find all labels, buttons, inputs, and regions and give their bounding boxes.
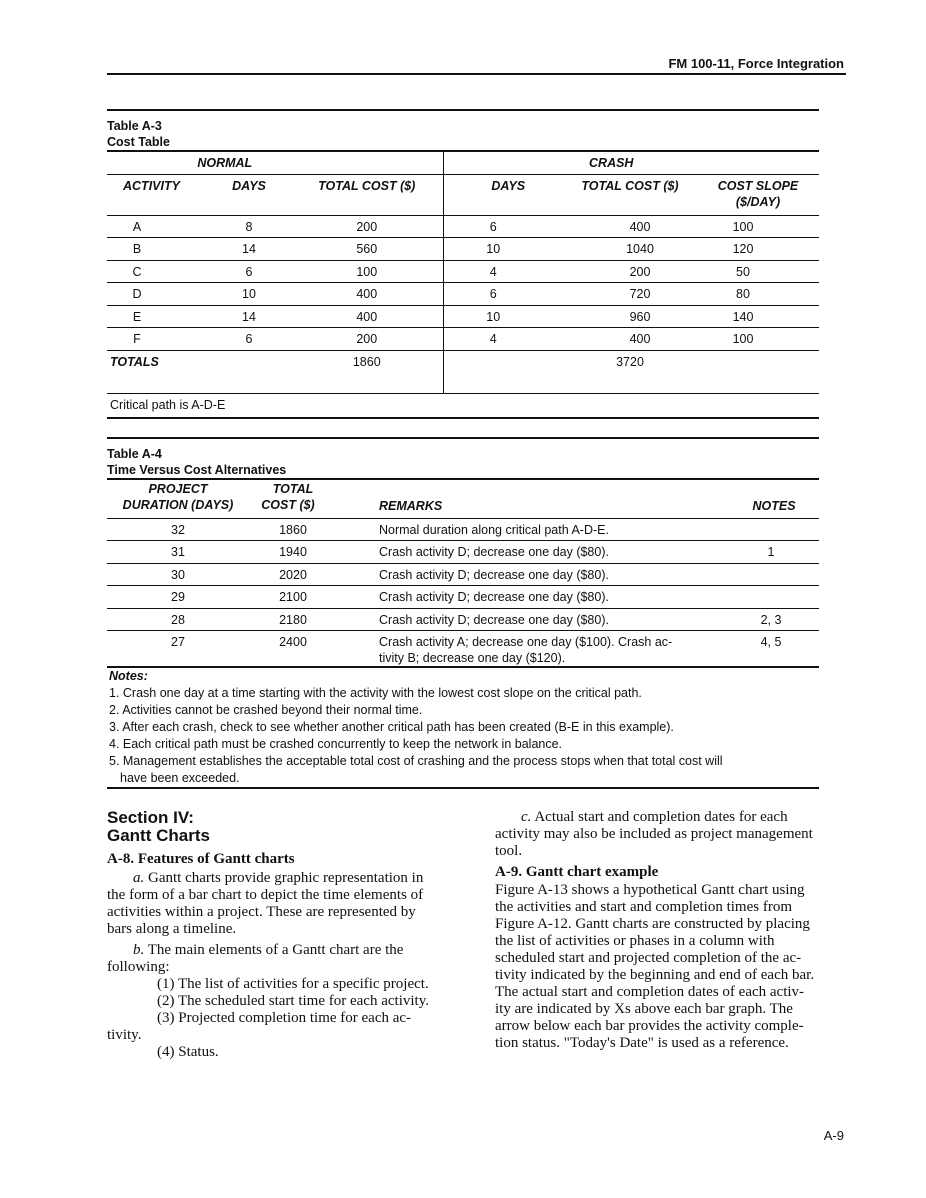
cell-normal-cost: 400 <box>291 305 443 328</box>
a8-item-3: (3) Projected completion time for each ac- <box>157 1010 412 1026</box>
cell-normal-days: 10 <box>207 283 291 306</box>
table-row <box>107 631 819 667</box>
a8-item-1: (1) The list of activities for a specific project. <box>157 976 429 992</box>
notes-title: Notes: <box>109 669 148 683</box>
cell-crash-days: 4 <box>443 328 563 351</box>
cell-notes <box>729 563 819 586</box>
cell-notes <box>729 586 819 609</box>
cell-duration: 31 <box>107 541 249 564</box>
cell-cost: 1860 <box>249 518 377 541</box>
cell-normal-days: 14 <box>207 305 291 328</box>
table-row <box>107 518 819 541</box>
table-a3-totals-row <box>107 350 819 393</box>
cell-cost-slope: 50 <box>697 260 819 283</box>
cell-crash-cost: 1040 <box>563 238 697 261</box>
table-a4-notes <box>107 668 819 787</box>
col-crash-cost: TOTAL COST ($) <box>563 174 697 215</box>
table-row <box>107 215 819 238</box>
cell-normal-cost: 400 <box>291 283 443 306</box>
note-2: 2. Activities cannot be crashed beyond their normal time. <box>109 703 423 717</box>
cell-normal-cost: 200 <box>291 215 443 238</box>
cell-activity: B <box>107 238 207 261</box>
cell-normal-days: 14 <box>207 238 291 261</box>
cell-remarks: Crash activity D; decrease one day ($80). <box>377 586 729 609</box>
table-a4 <box>107 437 819 789</box>
right-column <box>495 809 845 1052</box>
cell-crash-days: 6 <box>443 215 563 238</box>
header-rule <box>107 73 846 75</box>
table-a4-grid <box>107 480 819 666</box>
col-notes: NOTES <box>752 499 796 513</box>
cell-duration: 27 <box>107 631 249 667</box>
cell-activity: E <box>107 305 207 328</box>
cell-crash-cost: 400 <box>563 215 697 238</box>
cell-cost: 1940 <box>249 541 377 564</box>
table-row <box>107 260 819 283</box>
col-normal-days: DAYS <box>207 174 291 215</box>
cell-notes: 1 <box>729 541 819 564</box>
col-remarks: REMARKS <box>379 499 443 513</box>
table-row <box>107 608 819 631</box>
cell-normal-cost: 200 <box>291 328 443 351</box>
cell-duration: 32 <box>107 518 249 541</box>
cell-cost: 2100 <box>249 586 377 609</box>
cell-cost-slope: 120 <box>697 238 819 261</box>
cell-duration: 28 <box>107 608 249 631</box>
cell-activity: F <box>107 328 207 351</box>
cell-duration: 30 <box>107 563 249 586</box>
a8-item-4: (4) Status. <box>157 1044 219 1060</box>
table-a3-column-header-row <box>107 174 819 215</box>
cell-crash-cost: 200 <box>563 260 697 283</box>
cell-crash-cost: 400 <box>563 328 697 351</box>
table-row <box>107 238 819 261</box>
note-5-continued: have been exceeded. <box>120 771 240 785</box>
note-5: 5. Management establishes the acceptable total cost of crashing and the process stops when that total cost will <box>109 754 723 768</box>
table-a3-label: Table A-3 <box>107 119 162 133</box>
cell-cost-slope: 100 <box>697 215 819 238</box>
col-project-duration: PROJECT DURATION (DAYS) <box>122 482 234 512</box>
a8-heading: A-8. Features of Gantt charts <box>107 851 295 867</box>
table-row <box>107 328 819 351</box>
a8-paragraph-a: a. Gantt charts provide graphic representation in the form of a bar chart to depict the time elements of activities within a project. These are represented by bars along a timeline. <box>107 870 424 937</box>
cell-activity: D <box>107 283 207 306</box>
totals-crash-cost: 3720 <box>563 350 697 393</box>
cell-cost: 2400 <box>249 631 377 667</box>
a8-paragraph-c: c. Actual start and completion dates for each activity may also be included as project management tool. <box>495 809 813 859</box>
table-row <box>107 563 819 586</box>
section-title-1: Section IV: <box>107 808 194 827</box>
a9-heading: A-9. Gantt chart example <box>495 864 659 880</box>
cell-cost-slope: 80 <box>697 283 819 306</box>
note-3: 3. After each crash, check to see whether another critical path has been created (B-E in this example). <box>109 720 674 734</box>
cell-remarks: Crash activity D; decrease one day ($80). <box>377 563 729 586</box>
running-header: FM 100-11, Force Integration <box>668 56 844 71</box>
cell-cost: 2020 <box>249 563 377 586</box>
table-row <box>107 586 819 609</box>
cell-normal-days: 8 <box>207 215 291 238</box>
totals-normal-cost: 1860 <box>291 350 443 393</box>
note-4: 4. Each critical path must be crashed concurrently to keep the network in balance. <box>109 737 563 751</box>
table-a3-footnote: Critical path is A-D-E <box>110 398 226 412</box>
cell-crash-days: 10 <box>443 305 563 328</box>
cell-crash-cost: 720 <box>563 283 697 306</box>
a8-paragraph-b: b. The main elements of a Gantt chart are the following: <box>107 942 404 975</box>
normal-group-header: NORMAL <box>197 156 253 170</box>
cell-notes <box>729 518 819 541</box>
cell-activity: C <box>107 260 207 283</box>
table-a3-grid <box>107 152 819 393</box>
cell-notes: 2, 3 <box>729 608 819 631</box>
table-a4-column-header-row <box>107 480 819 518</box>
cell-crash-days: 6 <box>443 283 563 306</box>
section-title-2: Gantt Charts <box>107 826 210 845</box>
a8-list <box>107 976 459 1061</box>
table-a3-name: Cost Table <box>107 135 170 149</box>
crash-group-header: CRASH <box>443 152 819 174</box>
table-a3-group-row <box>107 152 819 174</box>
left-column <box>107 809 459 1061</box>
cell-crash-cost: 960 <box>563 305 697 328</box>
table-a4-name: Time Versus Cost Alternatives <box>107 463 287 477</box>
cell-activity: A <box>107 215 207 238</box>
a9-paragraph: Figure A-13 shows a hypothetical Gantt chart using the activities and start and completion times from Figure A-12. Gantt charts are constructed by placing the list of activities or phases in a column with scheduled start and projected completion of the ac- tivity indicated by the beginning and end of each bar. The actual start and completion dates of each activ- ity are indicated by Xs above each bar graph. The arrow below each bar provides the activity comple- tion status. "Today's Date" is used as a reference. <box>495 882 815 1051</box>
totals-label: TOTALS <box>107 350 207 393</box>
page-number: A-9 <box>823 1128 844 1143</box>
cell-remarks: Normal duration along critical path A-D-E. <box>377 518 729 541</box>
col-activity: ACTIVITY <box>107 174 207 215</box>
table-row <box>107 283 819 306</box>
cell-normal-days: 6 <box>207 260 291 283</box>
cell-remarks: Crash activity A; decrease one day ($100). Crash ac- tivity B; decrease one day ($120). <box>377 631 729 667</box>
col-crash-days: DAYS <box>443 174 563 215</box>
cell-cost-slope: 100 <box>697 328 819 351</box>
cell-crash-days: 10 <box>443 238 563 261</box>
cell-normal-cost: 560 <box>291 238 443 261</box>
table-a4-bottom-rule <box>107 787 819 789</box>
col-total-cost: TOTAL COST ($) <box>261 482 315 512</box>
cell-cost-slope: 140 <box>697 305 819 328</box>
cell-remarks: Crash activity D; decrease one day ($80). <box>377 608 729 631</box>
table-row <box>107 305 819 328</box>
col-normal-cost: TOTAL COST ($) <box>291 174 443 215</box>
table-a3 <box>107 109 819 419</box>
cell-cost: 2180 <box>249 608 377 631</box>
cell-notes: 4, 5 <box>729 631 819 667</box>
a8-item-3-cont: tivity. <box>107 1027 142 1043</box>
a8-item-2: (2) The scheduled start time for each activity. <box>157 993 429 1009</box>
cell-duration: 29 <box>107 586 249 609</box>
table-a3-bottom-rule <box>107 417 819 419</box>
cell-normal-cost: 100 <box>291 260 443 283</box>
col-cost-slope: COST SLOPE ($/DAY) <box>697 174 819 215</box>
table-row <box>107 541 819 564</box>
table-a4-label: Table A-4 <box>107 447 162 461</box>
cell-remarks: Crash activity D; decrease one day ($80). <box>377 541 729 564</box>
note-1: 1. Crash one day at a time starting with the activity with the lowest cost slope on the critical path. <box>109 686 642 700</box>
cell-normal-days: 6 <box>207 328 291 351</box>
cell-crash-days: 4 <box>443 260 563 283</box>
